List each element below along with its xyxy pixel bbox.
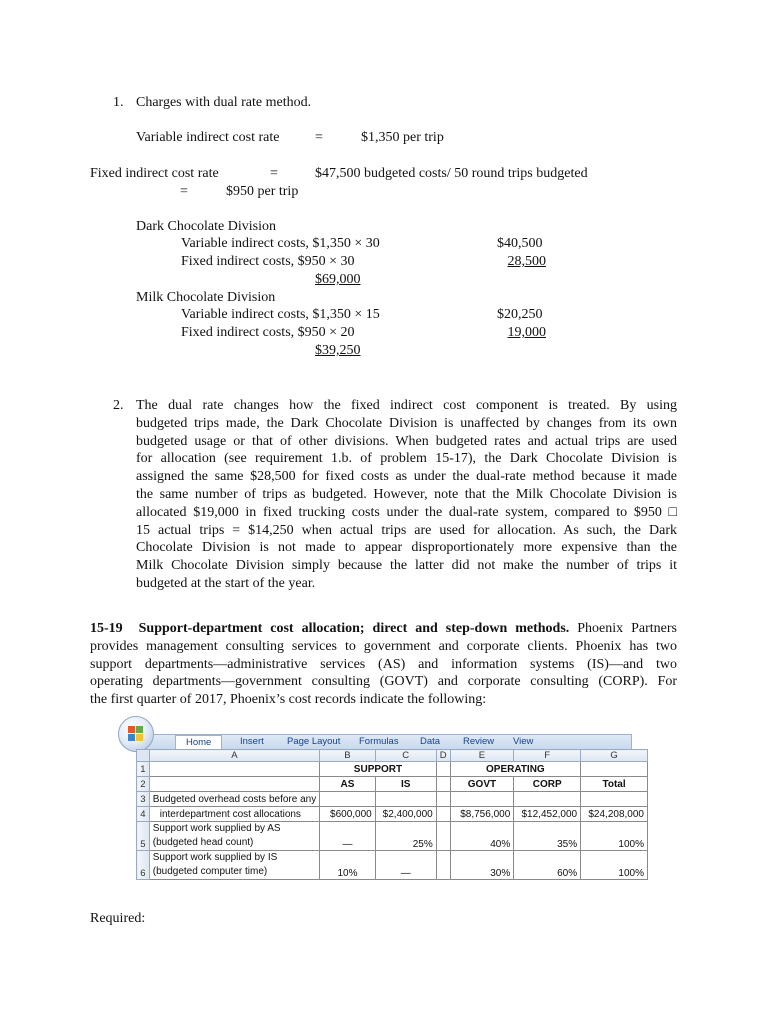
variable-rate-value: $1,350 per trip — [361, 130, 444, 145]
col-letter: B — [320, 750, 376, 762]
ribbon-tab-insert: Insert — [240, 736, 264, 747]
col-letter: G — [581, 750, 648, 762]
cell-corp: $12,452,000 — [514, 807, 581, 822]
cell-is: — — [375, 851, 436, 880]
col-letter: D — [436, 750, 450, 762]
ribbon-tab-home: Home — [175, 735, 222, 750]
milk-fixed-amount: 19,000 — [507, 325, 546, 340]
cell-is: 25% — [375, 822, 436, 851]
problem-line: operating departments—government consulting (GOVT) and corporate consulting (CORP). For — [90, 674, 677, 690]
cell-total: 100% — [581, 851, 648, 880]
row-number: 3 — [137, 792, 150, 807]
part2-line: the same number of trips as budgeted. However, note that the Milk Chocolate Division is — [136, 486, 677, 502]
part2-line: 15 actual trips = $14,250 when actual trips are used for allocation. As such, the Dark — [136, 522, 677, 538]
fixed-rate-equals-2: = — [180, 184, 188, 199]
fixed-rate-value: $950 per trip — [226, 184, 299, 199]
cell-is: $2,400,000 — [375, 807, 436, 822]
fixed-rate-label: Fixed indirect cost rate — [90, 166, 219, 181]
problem-first-line — [90, 620, 677, 638]
dark-division-title: Dark Chocolate Division — [136, 219, 276, 234]
dark-total: $69,000 — [315, 272, 361, 287]
cell-corp: 35% — [514, 822, 581, 851]
required-label: Required: — [90, 911, 146, 926]
row5-label — [149, 822, 319, 851]
part2-line: assigned the same $28,500 for fixed costs as under the dual-rate method because it made — [136, 469, 677, 485]
problem-line1-rest: Phoenix Partners — [577, 621, 678, 636]
problem-title: Support-department cost allocation; direct and step-down methods. — [138, 621, 570, 636]
operating-header: OPERATING — [450, 762, 581, 777]
dark-fixed-line: Fixed indirect costs, $950 × 30 — [181, 254, 355, 269]
col-letter: C — [375, 750, 436, 762]
row3-label: Budgeted overhead costs before any — [149, 792, 319, 807]
part2-line: budgeted trips made, the Dark Chocolate Division is unaffected by changes from its own — [136, 415, 677, 431]
part2-line: Chocolate Division is not made to appear disproportionately more expensive than the — [136, 540, 677, 556]
fixed-rate-formula: $47,500 budgeted costs/ 50 round trips budgeted — [315, 166, 588, 181]
row5-label-a: Support work supplied by AS — [152, 823, 281, 834]
cell-corp: 60% — [514, 851, 581, 880]
header-govt: GOVT — [450, 777, 514, 792]
col-letter: F — [514, 750, 581, 762]
part1-heading: Charges with dual rate method. — [136, 95, 312, 110]
cell-govt: $8,756,000 — [450, 807, 514, 822]
cell-total: $24,208,000 — [581, 807, 648, 822]
row-number: 2 — [137, 777, 150, 792]
cell-as: 10% — [320, 851, 376, 880]
part1-number: 1. — [113, 95, 124, 110]
table-row — [137, 851, 648, 880]
table-row — [137, 822, 648, 851]
problem-number: 15-19 — [90, 621, 123, 636]
office-button-icon — [118, 716, 154, 752]
row6-label-b: (budgeted computer time) — [152, 866, 268, 877]
cell-govt: 40% — [450, 822, 514, 851]
row6-label-a: Support work supplied by IS — [152, 852, 278, 863]
fixed-rate-equals: = — [270, 166, 278, 181]
part2-number: 2. — [113, 398, 124, 413]
support-header: SUPPORT — [320, 762, 437, 777]
cost-data-table — [136, 749, 648, 880]
row6-label — [149, 851, 319, 880]
variable-rate-label: Variable indirect cost rate — [136, 130, 280, 145]
milk-variable-amount: $20,250 — [497, 307, 543, 322]
problem-line: support departments—administrative services (AS) and information systems (IS)—and two — [90, 656, 677, 672]
row-number: 4 — [137, 807, 150, 822]
column-letter-row — [137, 750, 648, 762]
part2-line: The dual rate changes how the fixed indirect cost component is treated. By using — [136, 398, 677, 413]
part2-line: budgeted at the start of the year. — [136, 575, 316, 591]
ribbon-tab-review: Review — [463, 736, 495, 747]
milk-fixed-line: Fixed indirect costs, $950 × 20 — [181, 325, 355, 340]
cell-govt: 30% — [450, 851, 514, 880]
cell-total: 100% — [581, 822, 648, 851]
header-corp: CORP — [514, 777, 581, 792]
excel-ribbon — [144, 734, 632, 750]
header-as: AS — [320, 777, 376, 792]
header-total: Total — [581, 777, 648, 792]
table-row — [137, 777, 648, 792]
cell-as: — — [320, 822, 376, 851]
spreadsheet-figure — [118, 716, 648, 896]
header-is: IS — [375, 777, 436, 792]
cell-as: $600,000 — [320, 807, 376, 822]
milk-variable-line: Variable indirect costs, $1,350 × 15 — [181, 307, 380, 322]
ribbon-tab-page-layout: Page Layout — [287, 736, 341, 747]
dark-fixed-amount: 28,500 — [507, 254, 546, 269]
part2-line: Milk Chocolate Division simply because the latter did not make the number of trips it — [136, 558, 677, 574]
part2-line: for allocation (see requirement 1.b. of problem 15-17), the Dark Chocolate Division is — [136, 451, 677, 467]
problem-line: provides management consulting services to government and corporate clients. Phoenix has two — [90, 638, 677, 654]
table-row — [137, 762, 648, 777]
milk-total: $39,250 — [315, 343, 361, 358]
col-letter: E — [450, 750, 514, 762]
milk-division-title: Milk Chocolate Division — [136, 290, 276, 305]
ribbon-tab-view: View — [513, 736, 534, 747]
dark-variable-amount: $40,500 — [497, 236, 543, 251]
table-row — [137, 792, 648, 807]
problem-line: the first quarter of 2017, Phoenix’s cost records indicate the following: — [90, 692, 487, 708]
ribbon-tab-data: Data — [420, 736, 441, 747]
col-letter: A — [149, 750, 319, 762]
row-number: 6 — [137, 851, 150, 880]
variable-rate-equals: = — [315, 130, 323, 145]
table-row — [137, 807, 648, 822]
ribbon-tab-formulas: Formulas — [359, 736, 399, 747]
part2-paragraph — [136, 397, 677, 593]
part2-line: allocated $19,000 in fixed trucking costs under the dual-rate system, compared to $950 □ — [136, 504, 677, 520]
row-number: 5 — [137, 822, 150, 851]
row-number: 1 — [137, 762, 150, 777]
part2-line: budgeted usage or that of other divisions. When budgeted rates and actual trips are used — [136, 433, 677, 449]
dark-variable-line: Variable indirect costs, $1,350 × 30 — [181, 236, 380, 251]
row4-label: interdepartment cost allocations — [149, 807, 319, 822]
row5-label-b: (budgeted head count) — [152, 837, 254, 848]
problem-paragraph — [90, 620, 677, 709]
